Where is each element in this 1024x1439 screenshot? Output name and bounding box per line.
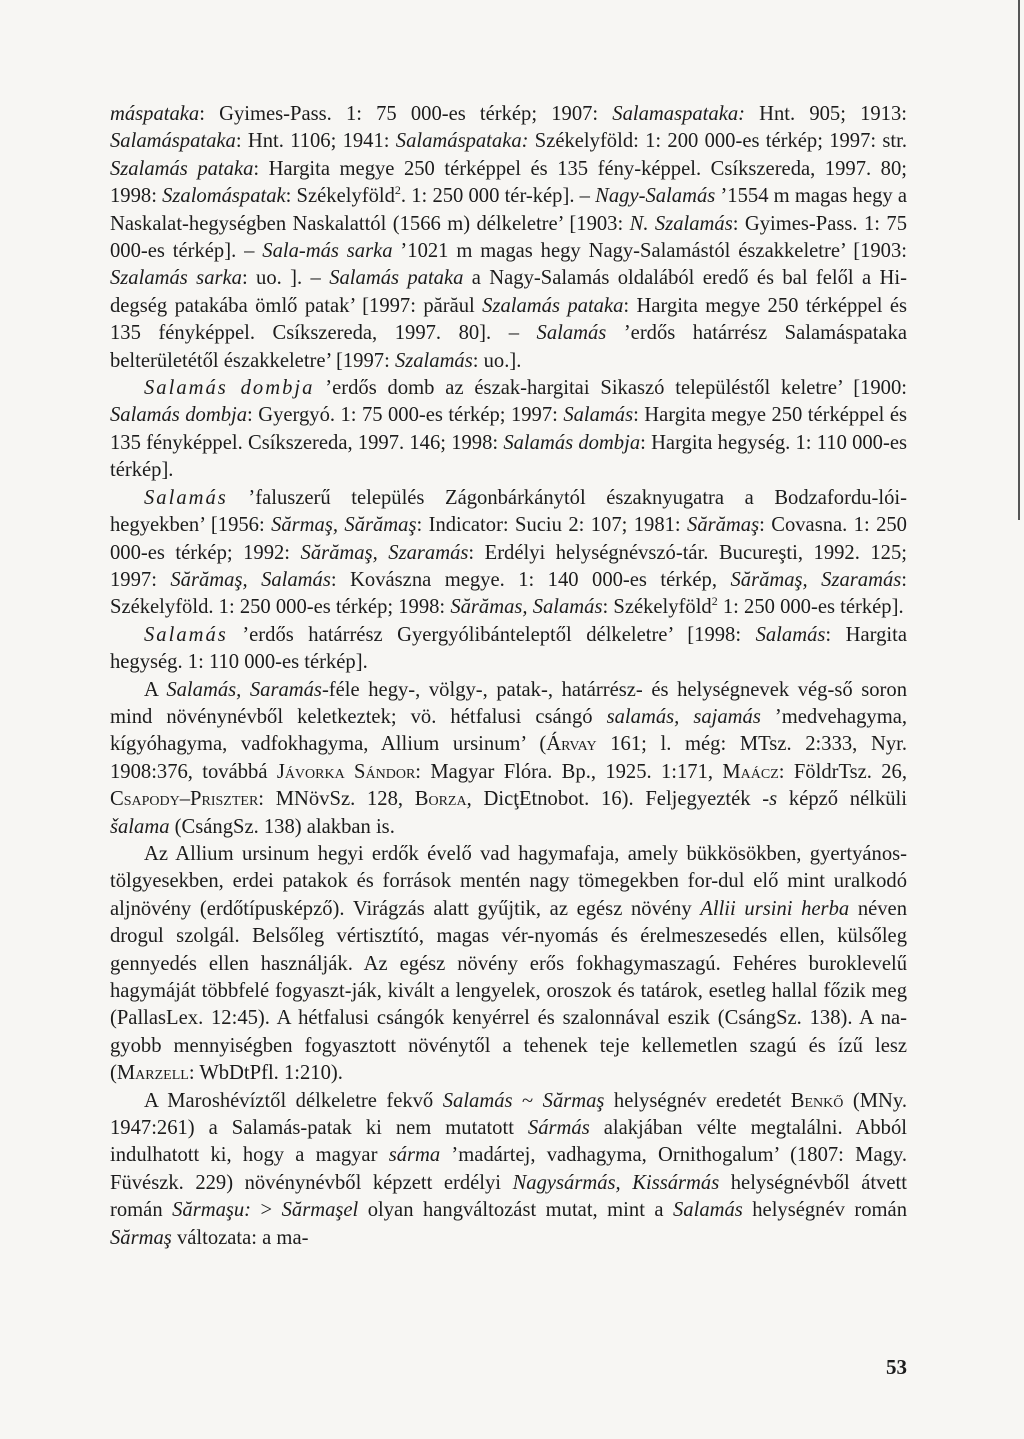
styled-text-run: Sărmaş	[110, 1226, 172, 1249]
styled-text-run: Szalamás	[394, 349, 473, 372]
paragraph	[110, 841, 907, 1088]
text-run: : Hargita hegység. 1: 110 000-es térkép].	[110, 623, 907, 674]
text-run: helységnévből átvett román	[110, 1171, 908, 1222]
text-run: 161; l. még: MTsz. 2:333, Nyr. 1908:376, továbbá	[110, 733, 907, 783]
text-run: >	[251, 1199, 282, 1222]
styled-text-run: Borza	[414, 788, 467, 811]
text-run: ’erdős határrész Gyergyólibánteleptől délkeletre’ [1998:	[227, 623, 756, 646]
text-run: : WbDtPfl. 1:210).	[188, 1062, 343, 1085]
text-run: Székelyföld: 1: 200 000-es térkép; 1997: str.	[528, 130, 907, 153]
styled-text-run: Allii ursini herba	[700, 897, 850, 920]
styled-text-run: Sărămaş, Salamás	[170, 568, 331, 591]
styled-text-run: Salamás dombja	[144, 377, 315, 400]
styled-text-run: Szalamás pataka	[482, 294, 624, 317]
text-run: ’faluszerű település Zágonbárkánytól északnyugatra a Bodzafordu-lói-hegyekben’ [1956:	[110, 486, 907, 537]
styled-text-run: Salamáspataka:	[395, 130, 529, 153]
styled-text-run: Salamás, Saramás	[166, 678, 322, 701]
styled-text-run: Salamás dombja	[503, 431, 641, 454]
styled-text-run: Sármás	[527, 1117, 590, 1140]
text-run: : Gyimes-Pass. 1: 75 000-es térkép]. –	[110, 212, 908, 263]
text-run: : FöldrTsz. 26,	[778, 760, 907, 783]
text-run: néven drogul szolgál. Belsőleg vértisztító, magas vér-nyomás és érelmeszesedés ellen, külsőleg gennyedés ellen használják. Az egész növény erős fokhagymaszagú. Fehéres buroklevelű hagymáját többfelé fogyaszt-ják, kivált a lengyelek, oroszok és tatárok, esetleg hallal főzik meg (PallasLex. 12:45). A hétfalusi csángók kenyérrel és szalonnával eszik (CsángSz. 138). A na-gyobb mennyiségben fogyasztott növénytől a tehenek teje kellemetlen szagú és ízű lesz (	[110, 897, 907, 1085]
text-run: (CsángSz. 138) alakban is.	[169, 815, 395, 838]
styled-text-run: Salamás	[536, 322, 607, 345]
text-run: : Hargita megye 250 térképpel és 135 fényképpel. Csíkszereda, 1997. 80]. –	[110, 294, 907, 345]
text-run: alakjában vélte megtalálni. Abból indulhatott ki, hogy a magyar	[110, 1117, 907, 1167]
text-run: ’1554 m magas hegy a Naskalat-hegységben Naskalattól (1566 m) délkeletre’ [1903:	[110, 185, 907, 235]
text-run: : Székelyföld	[602, 596, 712, 619]
text-run: (MNy. 1947:261) a Salamás-patak ki nem mutatott	[110, 1089, 907, 1140]
styled-text-run: salamás, sajamás	[606, 705, 761, 728]
paragraph	[110, 485, 907, 622]
text-run: a Nagy-Salamás oldalából eredő és bal felől a Hi-degség patakába ömlő patak’ [1997: părăul	[110, 267, 907, 317]
text-run: : Gyergyó. 1: 75 000-es térkép; 1997:	[247, 404, 564, 427]
styled-text-run: Salamás pataka	[329, 267, 464, 290]
text-run: ’erdős határrész Salamáspataka belterületétől északkeletre’ [1997:	[110, 322, 908, 372]
styled-text-run: Sărămas, Salamás	[450, 596, 603, 619]
text-run: ’1021 m magas hegy Nagy-Salamástól északkeletre’ [1903:	[392, 240, 907, 263]
text-run: helységnév eredetét	[604, 1089, 791, 1112]
text-run: : Hargita hegység. 1: 110 000-es térkép].	[110, 431, 907, 482]
styled-text-run: Jávorka Sándor	[276, 760, 416, 783]
paragraph	[110, 375, 907, 485]
text-run: helységnév román	[742, 1199, 907, 1222]
text-run: : Székelyföld	[285, 185, 395, 208]
styled-text-run: N. Szalamás	[629, 212, 733, 235]
text-run: ’erdős domb az észak-hargitai Sikaszó településtől keletre’ [1900:	[314, 377, 907, 400]
paragraph	[110, 677, 907, 841]
styled-text-run: Sala-más sarka	[262, 240, 393, 263]
text-run: : Magyar Flóra. Bp., 1925. 1:171,	[415, 760, 723, 783]
text-run: ~	[512, 1089, 543, 1112]
styled-text-run: Salamás	[442, 1089, 513, 1112]
styled-text-run: Salamás	[144, 486, 228, 509]
styled-text-run: Sărmaş	[542, 1089, 605, 1112]
text-run: ’medvehagyma, kígyóhagyma, vadfokhagyma, Allium ursinum’ (	[110, 705, 907, 756]
text-run: : Hnt. 1106; 1941:	[235, 130, 396, 153]
text-run: olyan hangváltozást mutat, mint a	[358, 1199, 673, 1222]
styled-text-run: Nagysármás, Kissármás	[512, 1171, 720, 1194]
styled-text-run: Sărămaş	[687, 514, 760, 537]
styled-text-run: Salamaspataka:	[612, 103, 745, 125]
styled-text-run: Salamáspataka	[110, 130, 236, 153]
text-run: Az Allium ursinum hegyi erdők évelő vad hagymafaja, amely bükkösökben, gyertyános-tölgyesekben, erdei patakok és források mentén nagy tömegekben for-dul elő mint uralkodó aljnövény (erdőtípusképző). Virágzás alatt gyűjtik, az egész növény	[110, 842, 907, 920]
styled-text-run: Sărmaş, Sărămaş	[271, 514, 417, 537]
text-run: A Maroshévíztől délkeletre fekvő	[144, 1089, 443, 1112]
text-run: : uo. ]. –	[241, 267, 330, 290]
styled-text-run: Benkő	[790, 1089, 844, 1112]
text-run: változata: a ma-	[171, 1226, 309, 1249]
text-run: , DicţEtnobot. 16). Feljegyezték	[466, 788, 763, 811]
styled-text-run: Nagy-Salamás	[595, 185, 716, 208]
styled-text-run: Salamás	[563, 404, 634, 427]
text-run: : Indicator: Suciu 2: 107; 1981:	[416, 514, 688, 537]
text-run: : Székelyföld. 1: 250 000-es térkép; 1998:	[110, 568, 908, 619]
text-run: : Covasna. 1: 250 000-es térkép; 1992:	[110, 514, 907, 564]
styled-text-run: Sărmaşu:	[172, 1199, 252, 1222]
paragraph	[110, 1088, 907, 1252]
text-run: : Hargita megye 250 térképpel és 135 fény-képpel. Csíkszereda, 1997. 80; 1998:	[110, 157, 907, 208]
styled-text-run: Marzell	[116, 1062, 189, 1085]
styled-text-run: Maácz	[722, 760, 779, 783]
paragraph	[110, 101, 907, 375]
text-run: : MNövSz. 128,	[258, 788, 415, 811]
styled-text-run: -s	[762, 788, 778, 811]
styled-text-run: Szalomáspatak	[162, 185, 286, 208]
styled-text-run: Salamás	[144, 623, 228, 646]
text-run: képző nélküli	[777, 788, 907, 811]
styled-text-run: Szalamás sarka	[110, 267, 242, 290]
styled-text-run: Csapody–Priszter	[110, 788, 259, 811]
styled-text-run: Szalamás pataka	[110, 157, 254, 180]
scan-edge-line	[1018, 0, 1020, 520]
superscript: 2	[394, 183, 401, 198]
text-run: A	[144, 678, 167, 701]
text-run: : Gyimes-Pass. 1: 75 000-es térkép; 1907:	[199, 103, 613, 125]
styled-text-run: Salamás	[755, 623, 826, 646]
styled-text-run: sárma	[388, 1144, 441, 1167]
text-run: : Kovászna megye. 1: 140 000-es térkép,	[330, 568, 731, 591]
text-run: -féle hegy-, völgy-, patak-, határrész- és helységnevek vég-ső soron mind növénynévből keletkeztek; vö. hétfalusi csángó	[110, 678, 907, 728]
styled-text-run: máspataka	[110, 103, 200, 125]
text-run: 1: 250 000-es térkép].	[717, 596, 904, 619]
styled-text-run: Salamás dombja	[110, 404, 248, 427]
paragraph	[110, 622, 907, 677]
superscript: 2	[711, 594, 718, 609]
styled-text-run: Sărămaş, Szaramás	[730, 568, 902, 591]
styled-text-run: Salamás	[673, 1199, 743, 1222]
styled-text-run: Sărmaşel	[281, 1199, 359, 1222]
styled-text-run: Árvay	[546, 733, 597, 756]
text-run: : Hargita megye 250 térképpel és 135 fényképpel. Csíkszereda, 1997. 146; 1998:	[110, 404, 907, 454]
styled-text-run: Sărămaş, Szaramás	[300, 541, 469, 564]
styled-text-run: šalama	[110, 815, 170, 838]
text-run: Hnt. 905; 1913:	[744, 103, 907, 125]
text-run: ’madártej, vadhagyma, Ornithogalum’ (1807: Magy. Füvészk. 229) növénynévből képzett erdélyi	[110, 1144, 907, 1194]
page-body	[110, 101, 907, 1252]
text-run: : Erdélyi helységnévszó-tár. Bucureşti, 1992. 125; 1997:	[110, 541, 907, 591]
text-run: : uo.].	[472, 349, 522, 372]
page-number: 53	[886, 1355, 907, 1379]
text-run: . 1: 250 000 tér-kép]. –	[400, 185, 596, 208]
